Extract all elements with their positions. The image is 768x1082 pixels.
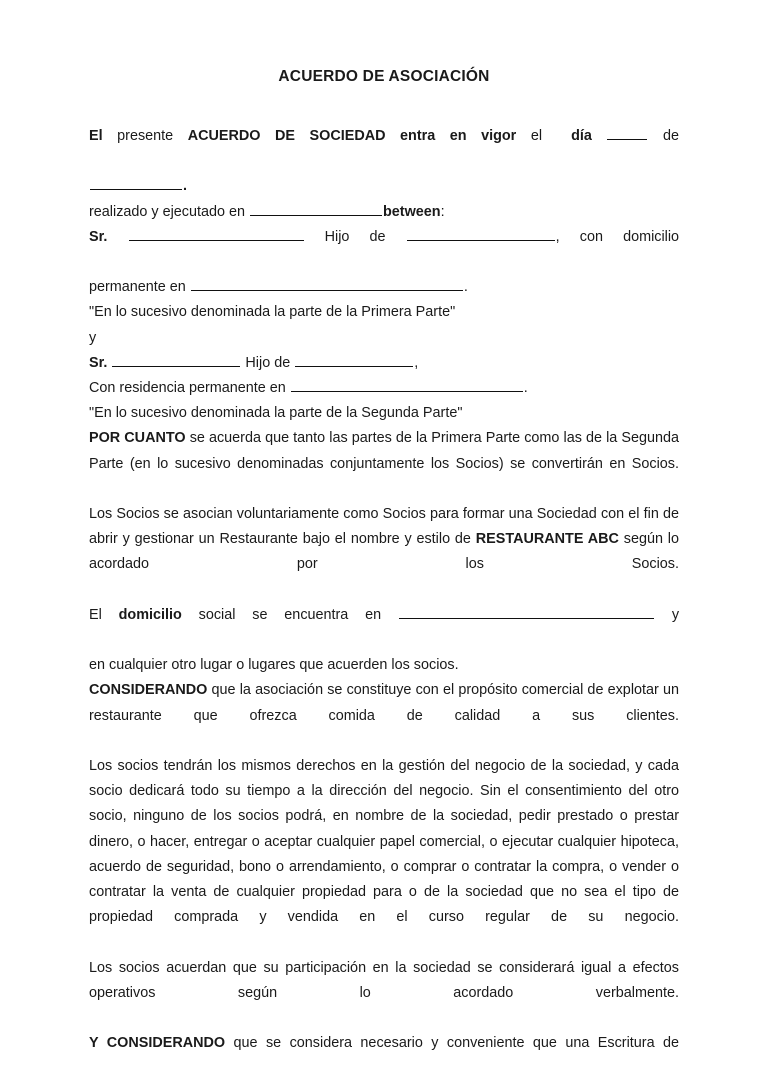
document-body xyxy=(89,124,679,1082)
text-social-encuentra: social se encuentra en xyxy=(198,606,382,623)
text-con-domicilio: , con xyxy=(555,228,603,245)
text-comma: , xyxy=(414,354,419,371)
blank-party-two-name[interactable] xyxy=(112,354,240,367)
text-permanente-en: permanente en xyxy=(89,279,186,296)
blank-day-field[interactable] xyxy=(607,127,647,140)
blank-place-field[interactable] xyxy=(250,203,382,216)
paragraph-other-places: en cualquier otro lugar o lugares que acuerden los socios. xyxy=(89,657,459,674)
paragraph-equal-shares: Los socios acuerdan que su participación en la sociedad se considerará igual a efectos operativos según lo acordado verbalmente. xyxy=(89,959,679,1001)
paragraph-effective-date xyxy=(89,124,679,174)
text-restaurante-abc: RESTAURANTE ABC xyxy=(475,531,619,548)
paragraph-partner-rights: Los socios tendrán los mismos derechos en la gestión del negocio de la sociedad, y cada socio dedicará todo su tiempo a la dirección del negocio. Sin el consentimiento del otro socio, ninguno de los socios podrá, en nombre de la sociedad, pedir prestado o prestar dinero, o hacer, entregar o aceptar cualquier papel comercial, o ejecutar cualquier hipoteca, acuerdo de seguridad, bono o arrendamiento, o comprar o contratar la compra, o vender o contratar la venta de cualquier propiedad para o de la sociedad que no sea el tipo de propiedad comprada y vendida en el curso regular de su negocio. xyxy=(89,758,679,926)
blank-registered-office[interactable] xyxy=(399,606,654,619)
text-presente: presente xyxy=(117,128,174,144)
blank-party-one-address[interactable] xyxy=(191,278,463,291)
paragraph-month-blank xyxy=(89,174,679,199)
text-considerando: CONSIDERANDO xyxy=(89,682,208,699)
blank-party-two-address[interactable] xyxy=(291,379,523,392)
paragraph-executed-at xyxy=(89,200,679,225)
paragraph-party-one-name xyxy=(89,225,679,275)
text-period: . xyxy=(183,178,187,195)
text-de-1: de xyxy=(369,228,386,245)
text-domicilio-bold: domicilio xyxy=(118,606,182,623)
page-title: ACUERDO DE ASOCIACIÓN xyxy=(278,68,490,85)
paragraph-considerando xyxy=(89,678,679,754)
blank-party-two-father[interactable] xyxy=(295,354,413,367)
text-por-cuanto: POR CUANTO xyxy=(89,430,186,447)
text-considerando-body: que la asociación se constituye con el propósito comercial de explotar un restaurante que ofrezca comida de calidad a sus clientes. xyxy=(89,682,679,724)
text-sr-2: Sr. xyxy=(89,354,108,371)
text-y-considerando-body: que se considera necesario y conveniente que una Escritura de xyxy=(233,1035,680,1052)
text-between: between xyxy=(383,203,441,220)
text-domicilio-1: domicilio xyxy=(623,228,680,245)
text-period-2: . xyxy=(463,279,468,296)
blank-month-field[interactable] xyxy=(90,178,182,191)
paragraph-party-two-name xyxy=(89,351,679,376)
blank-party-one-father[interactable] xyxy=(407,228,555,241)
paragraph-second-party-label: "En lo sucesivo denominada la parte de la Segunda Parte" xyxy=(89,405,463,422)
paragraph-first-party-label: "En lo sucesivo denominada la parte de la Primera Parte" xyxy=(89,304,456,321)
text-hijo-de-2: Hijo de xyxy=(245,354,291,371)
text-hijo-1: Hijo xyxy=(324,228,350,245)
blank-party-one-name[interactable] xyxy=(129,228,304,241)
text-y-2: y xyxy=(671,606,680,623)
text-segun-acordado: según lo acordado por los Socios. xyxy=(89,531,679,573)
text-por-cuanto-body: se acuerda que tanto las partes de la Primera Parte como las de la Segunda Parte (en lo sucesivo denominadas conjuntamente los Socios) se convertirán en Socios. xyxy=(89,430,680,472)
text-realizado: realizado y ejecutado en xyxy=(89,203,246,220)
text-acuerdo-sociedad: ACUERDO DE SOCIEDAD entra en vigor xyxy=(187,128,517,144)
text-el-2: el xyxy=(530,128,543,144)
text-colon: : xyxy=(440,203,445,220)
text-de: de xyxy=(663,128,680,144)
text-sr-1: Sr. xyxy=(89,228,108,245)
paragraph-registered-office xyxy=(89,603,679,653)
text-el: El xyxy=(89,128,103,144)
paragraph-partnership-purpose xyxy=(89,502,679,603)
paragraph-and: y xyxy=(89,329,97,346)
paragraph-party-two-address xyxy=(89,376,679,401)
paragraph-y-considerando xyxy=(89,1031,679,1081)
paragraph-por-cuanto xyxy=(89,426,679,502)
paragraph-party-one-address xyxy=(89,275,679,300)
text-el-3: El xyxy=(89,606,102,623)
text-period-3: . xyxy=(523,380,528,397)
text-con-residencia: Con residencia permanente en xyxy=(89,380,286,397)
text-dia: día xyxy=(571,128,592,144)
text-y-considerando: Y CONSIDERANDO xyxy=(89,1035,226,1052)
text-socios-asocian: Los Socios se asocian voluntariamente como Socios para formar una Sociedad con el fin de abrir y gestionar un Restaurante bajo el nombre y estilo de xyxy=(89,506,679,548)
